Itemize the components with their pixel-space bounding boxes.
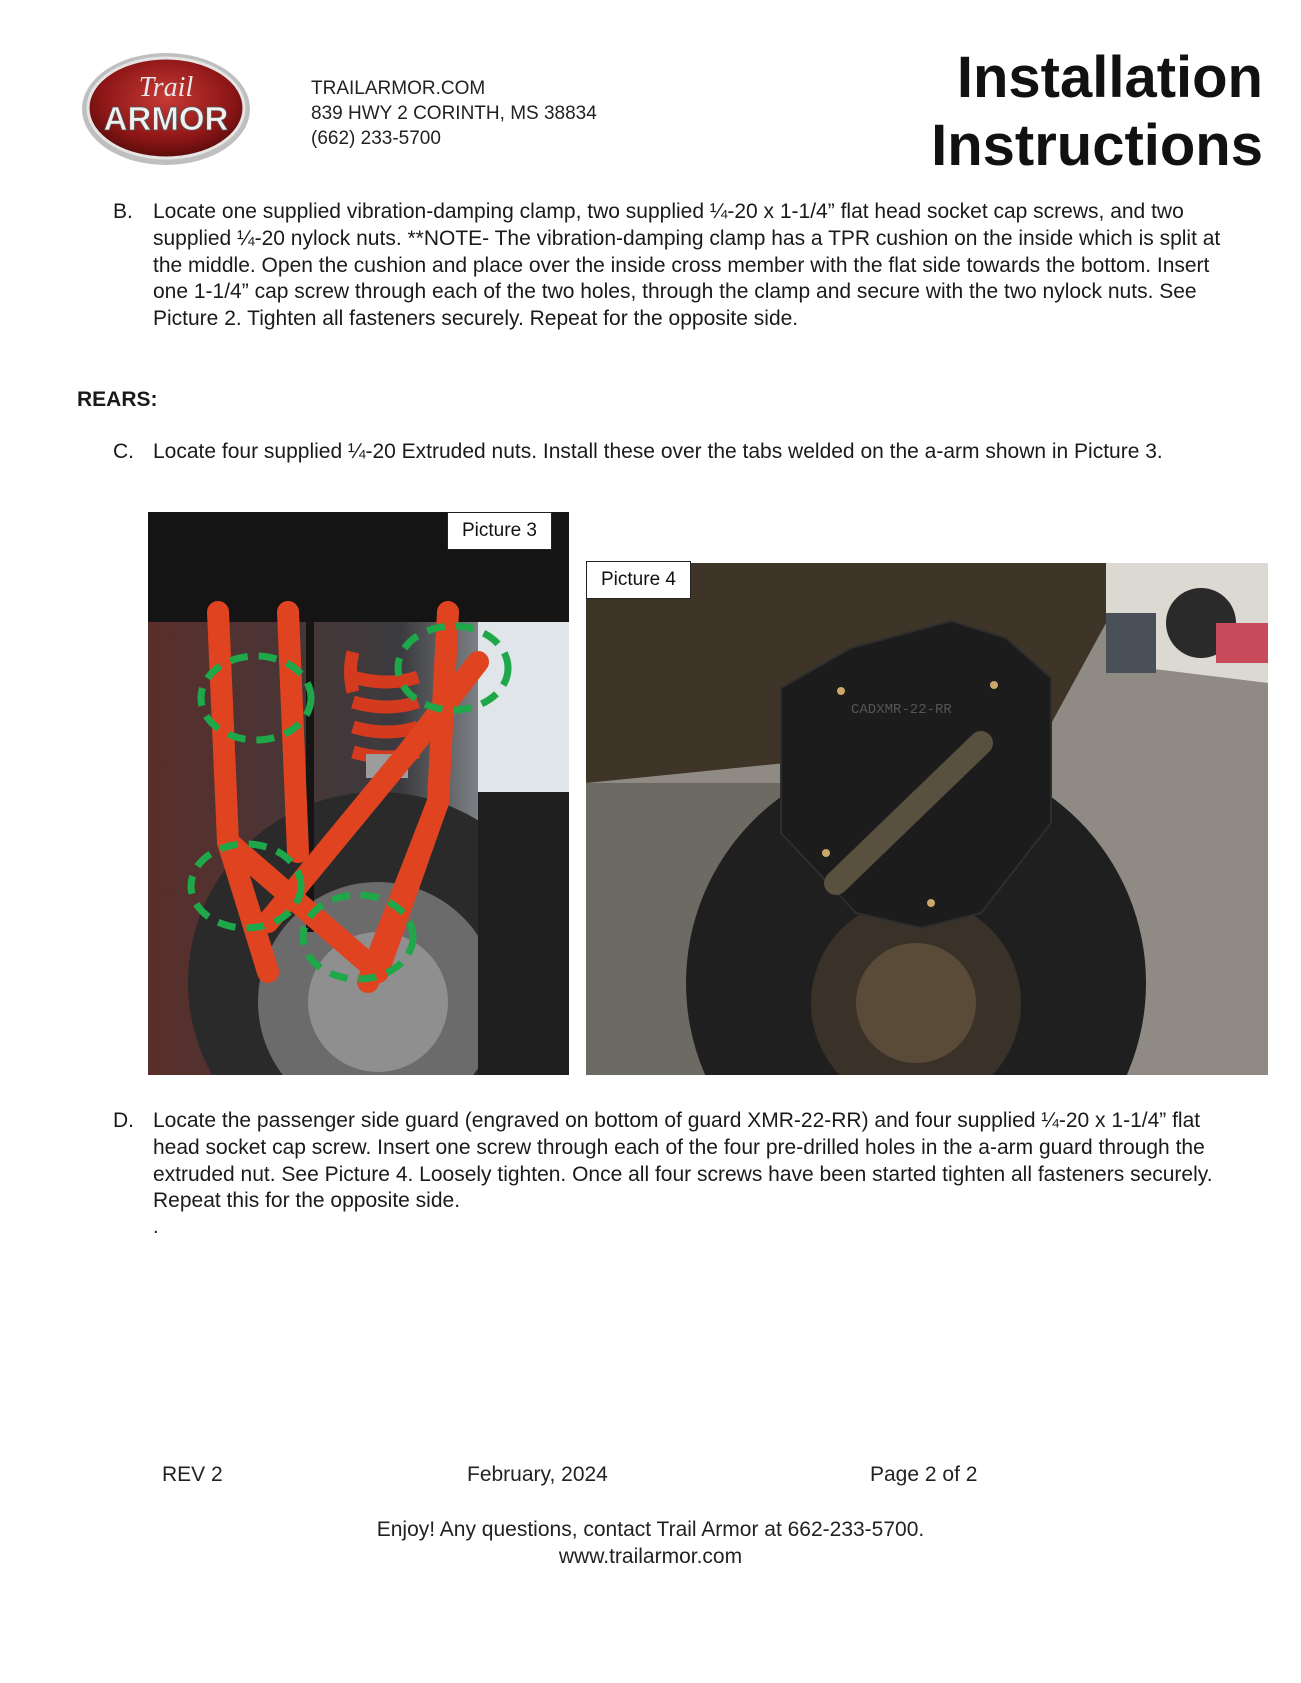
stray-period: . (153, 1216, 159, 1238)
section-heading-rears: REARS: (77, 388, 158, 411)
step-letter: D. (113, 1109, 134, 1132)
picture-3-caption: Picture 3 (447, 512, 552, 550)
step-text: Locate the passenger side guard (engraved on bottom of guard XMR-22-RR) and four supplied ¼-20 x 1-1/4” flat head socket cap screw. Insert one screw through each of the four pre-drilled holes in the a-arm guard through the extruded nut. See Picture 4. Loosely tighten. Once all four screws have been started tighten all fasteners securely. Repeat this for the opposite side. (153, 1109, 1213, 1213)
footer-date: February, 2024 (467, 1463, 608, 1486)
company-website: TRAILARMOR.COM (311, 78, 486, 99)
picture-4-photo (586, 563, 1268, 1075)
guard-engraving: CADXMR-22-RR (851, 702, 952, 718)
logo-text-bottom: ARMOR (103, 100, 229, 137)
picture-3-photo (148, 512, 569, 1075)
company-address: 839 HWY 2 CORINTH, MS 38834 (311, 103, 597, 124)
footer-website-link[interactable]: www.trailarmor.com (558, 1545, 743, 1568)
document-title (931, 44, 1263, 180)
footer-contact-line: Enjoy! Any questions, contact Trail Armor at 662-233-5700. (376, 1518, 925, 1541)
footer-page-number: Page 2 of 2 (870, 1463, 978, 1486)
title-line-1: Installation (956, 45, 1263, 110)
logo-text-top: Trail (138, 72, 194, 103)
step-letter: C. (113, 440, 134, 463)
step-text: Locate one supplied vibration-damping clamp, two supplied ¼-20 x 1-1/4” flat head socket cap screws, and two supplied ¼-20 nylock nuts. **NOTE- The vibration-damping clamp has a TPR cushion on the inside which is split at the middle. Open the cushion and place over the inside cross member with the flat side towards the bottom. Insert one 1-1/4” cap screw through each of the two holes, through the clamp and secure with the two nylock nuts. See Picture 2. Tighten all fasteners securely. Repeat for the opposite side. (153, 200, 1221, 331)
step-text: Locate four supplied ¼-20 Extruded nuts. Install these over the tabs welded on the a-arm shown in Picture 3. (153, 440, 1163, 463)
step-letter: B. (113, 200, 133, 223)
title-line-2: Instructions (931, 113, 1263, 178)
company-phone: (662) 233-5700 (311, 128, 441, 149)
picture-4-caption: Picture 4 (586, 561, 691, 599)
company-info (311, 76, 597, 151)
trail-armor-logo (80, 50, 252, 168)
footer-revision: REV 2 (162, 1463, 223, 1486)
